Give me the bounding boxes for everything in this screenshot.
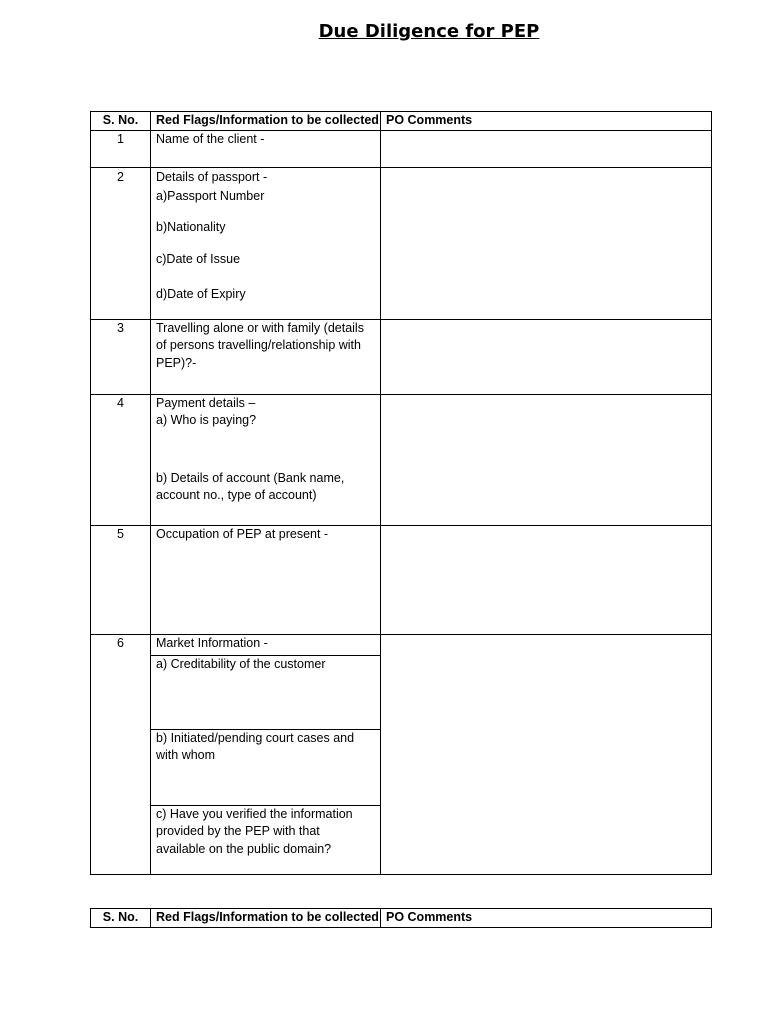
- table-header-row: [91, 909, 712, 928]
- table-row: [91, 525, 712, 634]
- cell-line: Details of passport -: [156, 169, 268, 184]
- cell-line: b)Nationality: [156, 219, 226, 234]
- cell-line: c)Date of Issue: [156, 252, 241, 266]
- red-flag-cell: [151, 634, 381, 874]
- row-number: 3: [91, 319, 151, 394]
- market-info-subrow: [151, 806, 380, 859]
- header-red-flags: Red Flags/Information to be collected: [151, 909, 381, 928]
- cell-line: a) Creditability of the customer: [156, 656, 326, 671]
- cell-line: a)Passport Number: [156, 189, 265, 203]
- red-flag-cell: [151, 167, 381, 319]
- row-number: 1: [91, 130, 151, 167]
- table-header-row: [91, 112, 712, 131]
- market-info-heading: [151, 635, 380, 656]
- cell-line: with whom: [156, 748, 216, 762]
- table-row: [91, 167, 712, 319]
- market-info-subrow: [151, 730, 380, 806]
- cell-line: Travelling alone or with family (details: [156, 320, 364, 335]
- red-flag-cell: [151, 319, 381, 394]
- header-sno: S. No.: [91, 909, 151, 928]
- red-flag-cell: Occupation of PEP at present -: [151, 525, 381, 634]
- cell-line: available on the public domain?: [156, 841, 332, 856]
- cell-line: provided by the PEP with that: [156, 824, 320, 838]
- row-number: 4: [91, 394, 151, 525]
- cell-line: account no., type of account): [156, 488, 317, 502]
- due-diligence-table-continued: [90, 908, 712, 928]
- row-number: 6: [91, 634, 151, 874]
- header-po-comments: PO Comments: [381, 112, 712, 131]
- cell-line: Market Information -: [156, 635, 268, 650]
- po-comment-cell[interactable]: [381, 394, 712, 525]
- po-comment-cell[interactable]: [381, 319, 712, 394]
- cell-line: d)Date of Expiry: [156, 286, 246, 301]
- red-flag-cell: [151, 394, 381, 525]
- due-diligence-table: [90, 111, 712, 875]
- cell-line: b) Details of account (Bank name,: [156, 470, 345, 485]
- cell-line: PEP)?-: [156, 355, 197, 370]
- table-row: [91, 394, 712, 525]
- header-po-comments: PO Comments: [381, 909, 712, 928]
- po-comment-cell[interactable]: [381, 525, 712, 634]
- page-title: Due Diligence for PEP: [318, 21, 540, 42]
- row-number: 5: [91, 525, 151, 634]
- po-comment-cell[interactable]: [381, 167, 712, 319]
- cell-line: c) Have you verified the information: [156, 806, 353, 821]
- header-sno: S. No.: [91, 112, 151, 131]
- header-red-flags: Red Flags/Information to be collected: [151, 112, 381, 131]
- cell-line: b) Initiated/pending court cases and: [156, 730, 355, 745]
- cell-line: a) Who is paying?: [156, 413, 257, 427]
- po-comment-cell[interactable]: [381, 634, 712, 874]
- cell-line: of persons travelling/relationship with: [156, 338, 361, 352]
- cell-line: Payment details –: [156, 395, 256, 410]
- row-number: 2: [91, 167, 151, 319]
- table-row: [91, 634, 712, 874]
- table-row: [91, 319, 712, 394]
- market-info-subrow: [151, 656, 380, 730]
- red-flag-cell: Name of the client -: [151, 130, 381, 167]
- po-comment-cell[interactable]: [381, 130, 712, 167]
- table-row: [91, 130, 712, 167]
